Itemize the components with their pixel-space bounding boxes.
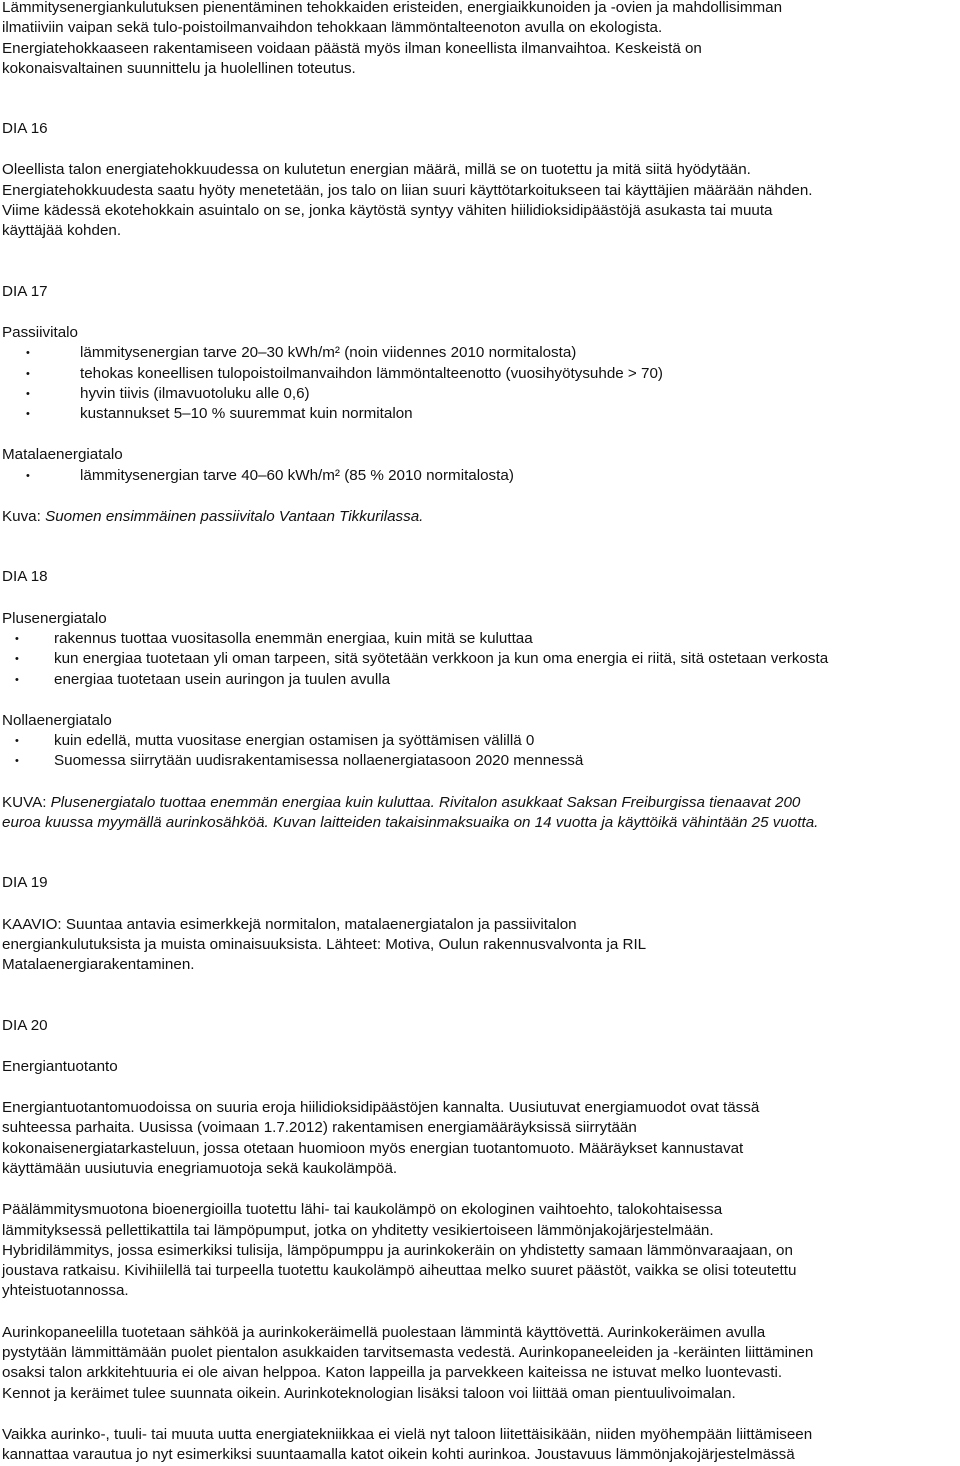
text-line: KAAVIO: Suuntaa antavia esimerkkejä normitalon, matalaenergiatalon ja passiivitalon xyxy=(2,915,577,933)
text-line: käyttämään uusiutuvia enegriamuotoja sekä kaukolämpöä. xyxy=(2,1159,398,1177)
plusenergiatalo-list xyxy=(2,629,958,690)
text-line xyxy=(2,793,958,813)
text-line: kokonaisenergiatarkasteluun, jossa otetaan huomioon myös energian tuotantomuoto. Määräykset kannustavat xyxy=(2,1139,744,1157)
text-line: suhteessa parhaita. Uusissa (voimaan 1.7.2012) rakentamisen energiamääräyksissä siirrytään xyxy=(2,1119,637,1137)
text-line: Hybridilämmitys, jossa esimerkiksi tulisija, lämpöpumppu ja aurinkokeräin on yhdistetty samaan lämmönvaraajaan, on xyxy=(2,1241,793,1259)
text-line: kannattaa varautua jo nyt esimerkiksi suuntaamalla katot oikein kohti aurinkoa. Joustavuus lämmönjakojärjestelmässä xyxy=(2,1446,795,1464)
list-item: • hyvin tiivis (ilmavuotoluku alle 0,6) xyxy=(2,384,958,404)
passiivitalo-title: Passiivitalo xyxy=(2,323,78,341)
dia20-subtitle: Energiantuotanto xyxy=(2,1057,118,1075)
caption-text: Plusenergiatalo tuottaa enemmän energiaa kuin kuluttaa. Rivitalon asukkaat Saksan Freiburgissa tienaavat 200 xyxy=(50,793,801,811)
text-line: energiankulutuksista ja muista ominaisuuksista. Lähteet: Motiva, Oulun rakennusvalvonta ja RIL xyxy=(2,935,647,953)
section-heading-dia18: DIA 18 xyxy=(2,568,48,586)
caption-text: Suomen ensimmäinen passiivitalo Vantaan Tikkurilassa. xyxy=(45,508,424,526)
text-line: Lämmitysenergiankulutuksen pienentäminen tehokkaiden eristeiden, energiaikkunoiden ja -ovien ja mahdollisimman xyxy=(2,0,783,16)
text-line: Energiantuotantomuodoissa on suuria eroja hiilidioksidipäästöjen kannalta. Uusiutuvat energiamuodot ovat tässä xyxy=(2,1099,760,1117)
matalaenergiatalo-title: Matalaenergiatalo xyxy=(2,446,123,464)
caption-label: KUVA: xyxy=(2,793,51,811)
text-line xyxy=(2,813,958,833)
text-line: Viime kädessä ekotehokkain asuintalo on se, jonka käytöstä syntyy vähiten hiilidioksidipäästöjä asukasta tai muuta xyxy=(2,202,773,220)
text-line: osaksi talon arkkitehtuuria ei ole aivan helppoa. Katon lappeilla ja parvekkeen kaiteissa ne istuvat melko luontevasti. xyxy=(2,1364,783,1382)
text-line: yhteistuotannossa. xyxy=(2,1282,129,1300)
document-page xyxy=(2,0,958,1466)
section-heading-dia20: DIA 20 xyxy=(2,1016,48,1034)
text-line: pystytään lämmittämään puolet pientalon asukkaiden tarvitsemasta vedestä. Aurinkopaneeleiden ja -keräinten liittäminen xyxy=(2,1344,814,1362)
text-line: Päälämmitysmuotona bioenergioilla tuotettu lähi- tai kaukolämpö on ekologinen vaihtoehto, talokohtaisessa xyxy=(2,1201,723,1219)
text-line: Aurinkopaneelilla tuotetaan sähköä ja aurinkokeräimellä puolestaan lämmintä käyttövettä. Aurinkokeräimen avulla xyxy=(2,1323,766,1341)
list-item: • kustannukset 5–10 % suuremmat kuin normitalon xyxy=(2,404,958,424)
matalaenergiatalo-list xyxy=(2,466,958,486)
text-line: Matalaenergiarakentaminen. xyxy=(2,956,195,974)
text-line: joustava ratkaisu. Kivihiilellä tai turpeella tuotettu kaukolämpö aiheuttaa melko suuret päästöt, vaikka se olisi toteutettu xyxy=(2,1262,797,1280)
dia20-paragraph-4 xyxy=(2,1425,958,1466)
list-item: • rakennus tuottaa vuositasolla enemmän energiaa, kuin mitä se kuluttaa xyxy=(2,629,958,649)
passiivitalo-list xyxy=(2,343,958,424)
text-line: Vaikka aurinko-, tuuli- tai muuta uutta energiatekniikkaa ei vielä nyt taloon liitettäisikään, niiden myöhempään liittämiseen xyxy=(2,1425,813,1443)
dia17-caption xyxy=(2,507,958,527)
list-item: • kuin edellä, mutta vuositase energian ostamisen ja syöttämisen välillä 0 xyxy=(2,731,958,751)
text-line: Energiatehokkaaseen rakentamiseen voidaan päästä myös ilman koneellista ilmanvaihtoa. Keskeistä on xyxy=(2,39,702,57)
text-line: Energiatehokkuudesta saatu hyöty menetetään, jos talo on liian suuri käyttötarkoitukseen tai käyttäjien määrään nähden. xyxy=(2,181,813,199)
list-item: • energiaa tuotetaan usein auringon ja tuulen avulla xyxy=(2,670,958,690)
dia20-paragraph-1 xyxy=(2,1098,958,1179)
list-item: • lämmitysenergian tarve 20–30 kWh/m² (noin viidennes 2010 normitalosta) xyxy=(2,343,958,363)
dia20-paragraph-2 xyxy=(2,1200,958,1301)
list-item: • kun energiaa tuotetaan yli oman tarpeen, sitä syötetään verkkoon ja kun oma energia ei riitä, sitä ostetaan verkosta xyxy=(2,649,958,669)
section-heading-dia19: DIA 19 xyxy=(2,874,48,892)
nollaenergiatalo-title: Nollaenergiatalo xyxy=(2,711,112,729)
text-line: Kennot ja keräimet tulee suunnata oikein. Aurinkoteknologian lisäksi taloon voi liittää oman pientuulivoimalan. xyxy=(2,1384,736,1402)
text-line: lämmityksessä pellettikattila tai lämpöpumput, jotka on yhditetty vesikiertoiseen lämmönjakojärjestelmään. xyxy=(2,1221,714,1239)
text-line: ilmatiiviin vaipan sekä tulo-poistoilmanvaihdon tehokkaan lämmöntalteenoton avulla on ekologista. xyxy=(2,19,663,37)
list-item: • lämmitysenergian tarve 40–60 kWh/m² (85 % 2010 normitalosta) xyxy=(2,466,958,486)
list-item: • tehokas koneellisen tulopoistoilmanvaihdon lämmöntalteenotto (vuosihyötysuhde > 70) xyxy=(2,364,958,384)
list-item: • Suomessa siirrytään uudisrakentamisessa nollaenergiatasoon 2020 mennessä xyxy=(2,751,958,771)
dia18-caption xyxy=(2,793,958,834)
section-heading-dia16: DIA 16 xyxy=(2,120,48,138)
dia19-paragraph xyxy=(2,915,958,976)
dia20-paragraph-3 xyxy=(2,1323,958,1404)
intro-paragraph xyxy=(2,0,958,79)
nollaenergiatalo-list xyxy=(2,731,958,772)
section-heading-dia17: DIA 17 xyxy=(2,282,48,300)
text-line: kokonaisvaltainen suunnittelu ja huolellinen toteutus. xyxy=(2,59,356,77)
plusenergiatalo-title: Plusenergiatalo xyxy=(2,609,107,627)
text-line: käyttäjää kohden. xyxy=(2,222,122,240)
caption-label: Kuva: xyxy=(2,508,46,526)
caption-text: euroa kuussa myymällä aurinkosähköä. Kuvan laitteiden takaisinmaksuaika on 14 vuotta ja käyttöikä vähintään 25 vuotta. xyxy=(2,814,819,832)
dia16-paragraph xyxy=(2,160,958,241)
text-line: Oleellista talon energiatehokkuudessa on kulutetun energian määrä, millä se on tuotettu ja mitä siitä hyödytään. xyxy=(2,161,751,179)
